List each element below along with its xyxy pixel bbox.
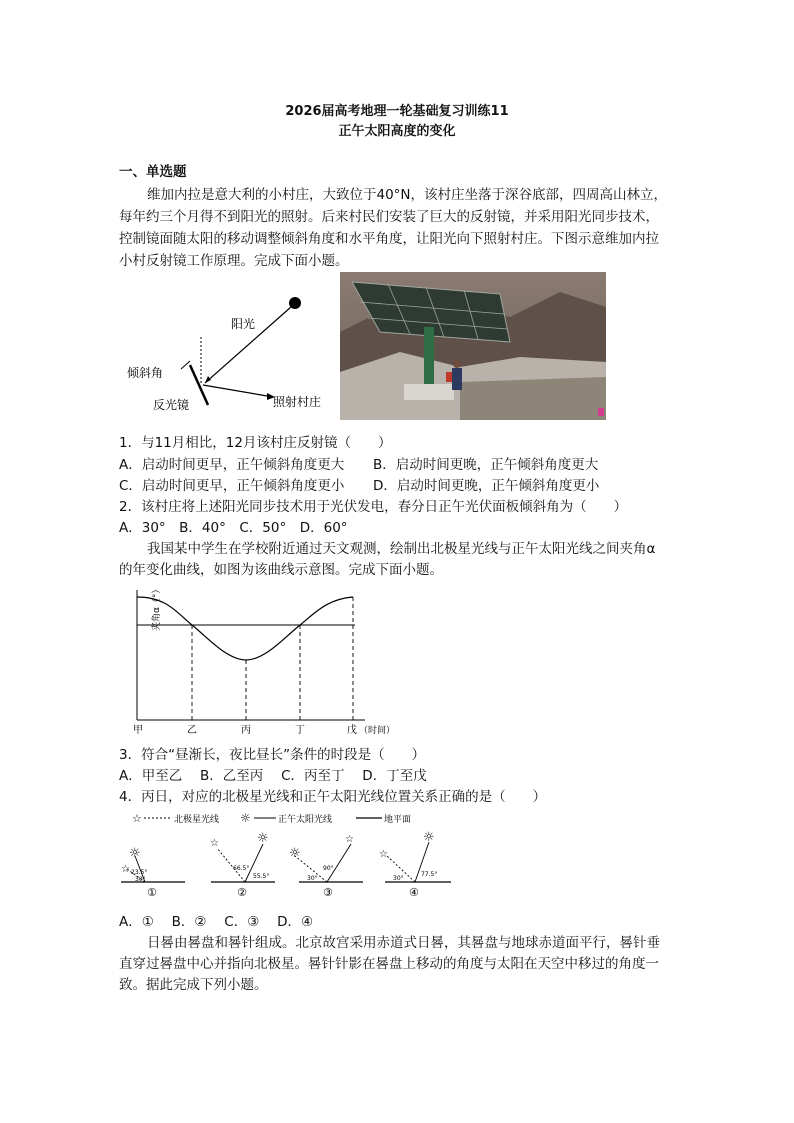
- sun-icon: ☼: [257, 831, 269, 846]
- panel2-angle1: 66.5°: [233, 865, 250, 872]
- sun-icon: ☼: [240, 811, 251, 825]
- panel-2: [210, 831, 275, 899]
- intro-line-2: 每年约三个月得不到阳光的照射。后来村民们安装了巨大的反射镜，并采用阳光同步技术，: [119, 209, 659, 225]
- star-icon: ☆: [132, 812, 142, 825]
- star-icon: ☆: [379, 849, 388, 860]
- sunlight-label: 阳光: [231, 317, 256, 331]
- document-title: 2026届高考地理一轮基础复习训练11: [285, 104, 509, 119]
- star-icon: ☆: [345, 834, 354, 845]
- panel2-angle2: 55.5°: [253, 873, 270, 880]
- q3-options: A．甲至乙 B．乙至丙 C．丙至丁 D．丁至戊: [119, 768, 427, 784]
- intro3-line-1: 日晷由晷盘和晷针组成。北京故宫采用赤道式日晷，其晷盘与地球赤道面平行，晷针垂: [147, 935, 660, 951]
- panel1-number: ①: [147, 886, 157, 899]
- intro-line-1: 维加内拉是意大利的小村庄，大致位于40°N，该村庄坐落于深谷底部，四周高山林立，: [147, 187, 668, 203]
- village-label: 照射村庄: [273, 395, 322, 409]
- star-icon: ☆: [121, 864, 130, 875]
- q1-option-b: B．启动时间更晚，正午倾斜角度更大: [373, 457, 599, 473]
- panel3-angle2: 30°: [307, 875, 318, 882]
- mirror-pole: [424, 327, 434, 387]
- q1-option-c: C．启动时间更早，正午倾斜角度更小: [119, 478, 345, 494]
- intro2-line-1: 我国某中学生在学校附近通过天文观测，绘制出北极星光线与正午太阳光线之间夹角α: [147, 541, 656, 557]
- mirror-label: 反光镜: [153, 398, 190, 412]
- q2-options: A．30° B．40° C．50° D．60°: [119, 520, 348, 536]
- panel1-angle1: 23.5°: [131, 869, 148, 876]
- tick-yi: 乙: [187, 725, 197, 736]
- sun-icon: ☼: [289, 846, 301, 861]
- intro-line-3: 控制镜面随太阳的移动调整倾斜角度和水平角度，让阳光向下照射村庄。下图示意维加内拉: [119, 231, 659, 247]
- q1-stem: 1．与11月相比，12月该村庄反射镜（ ）: [119, 435, 392, 451]
- concrete-base: [404, 384, 454, 400]
- reflected-ray: [203, 385, 273, 397]
- panel-1: [121, 846, 185, 899]
- legend-noon-sun: 正午太阳光线: [278, 815, 333, 825]
- sun-icon: ☼: [129, 846, 141, 861]
- tick-bing: 丙: [241, 725, 251, 736]
- alpha-curve: [137, 597, 353, 660]
- panel4-angle1: 30°: [393, 875, 404, 882]
- tilt-angle-label: 倾斜角: [127, 366, 164, 380]
- panel2-number: ②: [237, 886, 247, 899]
- q4-stem: 4．丙日，对应的北极星光线和正午太阳光线位置关系正确的是（ ）: [119, 789, 547, 805]
- panel4-number: ④: [409, 886, 419, 899]
- q3-stem: 3．符合“昼渐长，夜比昼长”条件的时段是（ ）: [119, 747, 426, 763]
- intro3-line-3: 致。据此完成下列小题。: [119, 977, 268, 993]
- panel3-number: ③: [323, 886, 333, 899]
- panel4-angle2: 77.5°: [421, 871, 438, 878]
- person: [452, 368, 462, 390]
- intro-line-4: 小村反射镜工作原理。完成下面小题。: [119, 253, 349, 269]
- tick-ding: 丁: [295, 725, 305, 736]
- panel1-angle2: 30°: [135, 876, 146, 883]
- sun-icon: ☼: [423, 830, 435, 845]
- panel3-angle1: 90°: [323, 865, 334, 872]
- q4-legend: [130, 810, 420, 826]
- panel-4: [379, 830, 451, 899]
- document-subtitle: 正午太阳高度的变化: [338, 124, 456, 139]
- tick-jia: 甲: [133, 725, 143, 736]
- q4-panels: [115, 826, 465, 902]
- intro2-line-2: 的年变化曲线，如图为该曲线示意图。完成下面小题。: [119, 562, 443, 578]
- tick-wu: 戊: [347, 725, 357, 736]
- q2-stem: 2．该村庄将上述阳光同步技术用于光伏发电，春分日正午光伏面板倾斜角为（ ）: [119, 499, 628, 515]
- panel-3: [289, 834, 363, 899]
- star-icon: ☆: [210, 838, 219, 849]
- q1-option-a: A．启动时间更早，正午倾斜角度更大: [119, 457, 345, 473]
- mirror-photo: [340, 272, 606, 420]
- q4-options: A．① B．② C．③ D．④: [119, 914, 314, 930]
- mirror-diagram: [115, 285, 340, 420]
- q1-option-d: D．启动时间更晚，正午倾斜角度更小: [373, 478, 600, 494]
- section-heading: 一、单选题: [119, 164, 187, 180]
- intro3-line-2: 直穿过晷盘中心并指向北极星。晷针针影在晷盘上移动的角度与太阳在天空中移过的角度一: [119, 956, 659, 972]
- alpha-curve-chart: [115, 585, 405, 740]
- y-axis-label: 夹角α（°）: [152, 585, 162, 631]
- legend-horizon: 地平面: [384, 815, 412, 825]
- legend-polaris: 北极星光线: [174, 815, 220, 825]
- angle-leader: [181, 361, 190, 369]
- x-axis-label: （时间）: [359, 726, 396, 736]
